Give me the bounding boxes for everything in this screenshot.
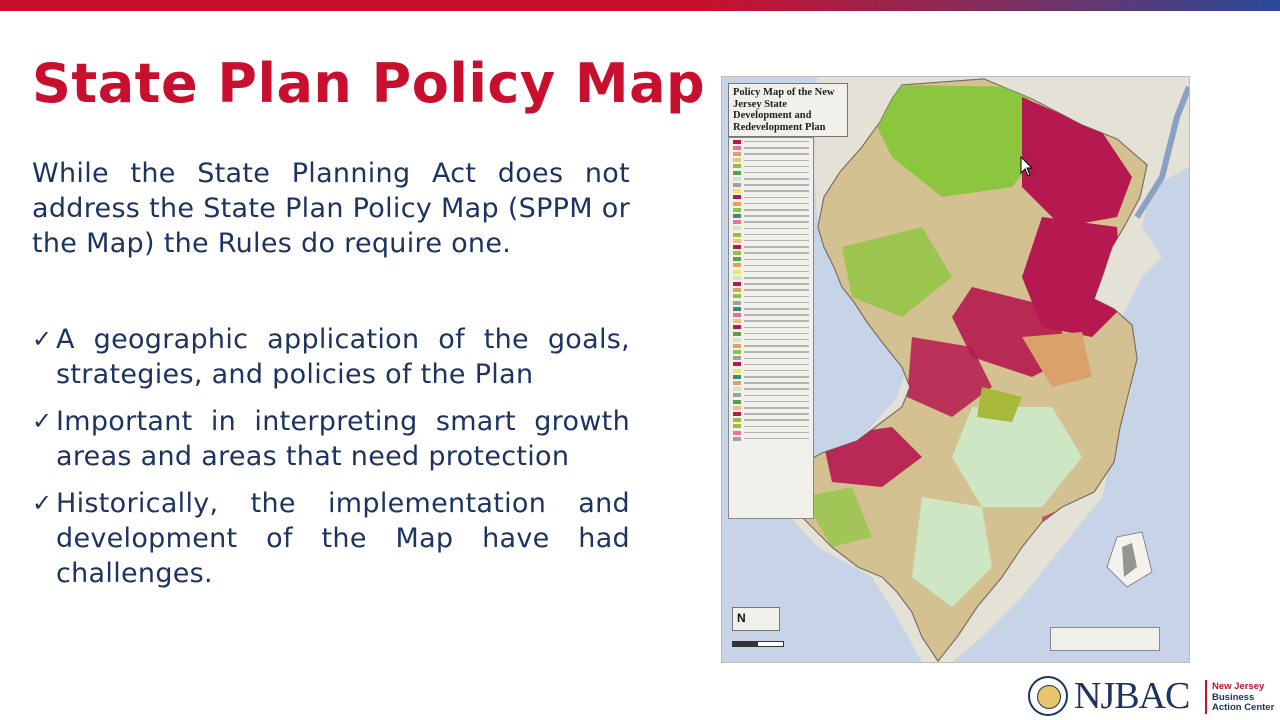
brand-wordmark: NJBAC (1074, 675, 1190, 717)
checkmark-icon: ✓ (32, 407, 53, 435)
map-note-box (1050, 627, 1160, 651)
bullet-item (32, 486, 630, 591)
map-legend (728, 137, 814, 519)
policy-map-image (721, 76, 1190, 663)
mouse-cursor-icon (1020, 156, 1034, 178)
bullet-item (32, 404, 630, 474)
map-title: Policy Map of the New Jersey State Development and Redevelopment Plan (728, 83, 848, 137)
njbac-logo (1028, 674, 1280, 718)
state-seal-icon (1028, 676, 1068, 716)
brand-subtitle (1212, 682, 1280, 714)
bullet-text: Historically, the implementation and development of the Map have had challenges. (56, 488, 630, 589)
brand-divider (1205, 680, 1207, 714)
bullet-text: A geographic application of the goals, strategies, and policies of the Plan (56, 324, 630, 390)
checkmark-icon: ✓ (32, 325, 53, 353)
bullet-item (32, 322, 630, 392)
bullet-text: Important in interpreting smart growth areas and areas that need protection (56, 406, 630, 472)
brand-sub-line: Action Center (1212, 702, 1275, 713)
scale-bar (732, 641, 784, 647)
slide-title: State Plan Policy Map (32, 52, 706, 115)
bullet-list (32, 322, 630, 603)
checkmark-icon: ✓ (32, 489, 53, 517)
north-arrow-icon (732, 607, 780, 631)
brand-sub-line: New Jersey (1212, 681, 1265, 692)
brand-sub-line: Business (1212, 691, 1255, 703)
north-label: N (737, 611, 746, 625)
top-accent-bar (0, 0, 1280, 11)
intro-paragraph: While the State Planning Act does not address the State Plan Policy Map (SPPM or the Map) the Rules do require one. (32, 158, 630, 259)
